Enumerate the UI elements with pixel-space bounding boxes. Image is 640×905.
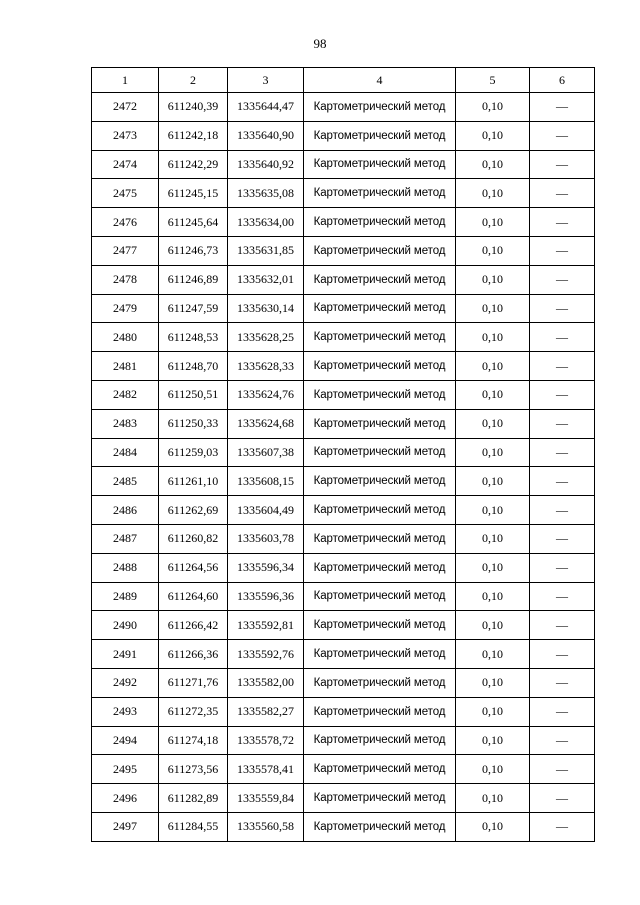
cell-note: —: [530, 726, 595, 755]
cell-method: Картометрический метод: [304, 179, 456, 208]
cell-accuracy: 0,10: [456, 150, 530, 179]
cell-coord-x: 611250,33: [159, 409, 228, 438]
table-row: [92, 697, 595, 726]
cell-method: Картометрический метод: [304, 93, 456, 122]
cell-accuracy: 0,10: [456, 611, 530, 640]
cell-accuracy: 0,10: [456, 93, 530, 122]
cell-accuracy: 0,10: [456, 323, 530, 352]
cell-accuracy: 0,10: [456, 524, 530, 553]
table-row: [92, 812, 595, 841]
cell-point-number: 2478: [92, 265, 159, 294]
cell-accuracy: 0,10: [456, 409, 530, 438]
table-row: [92, 438, 595, 467]
table-row: [92, 208, 595, 237]
cell-point-number: 2472: [92, 93, 159, 122]
cell-coord-x: 611262,69: [159, 496, 228, 525]
cell-note: —: [530, 553, 595, 582]
cell-note: —: [530, 323, 595, 352]
cell-method: Картометрический метод: [304, 611, 456, 640]
cell-note: —: [530, 524, 595, 553]
cell-point-number: 2479: [92, 294, 159, 323]
cell-point-number: 2489: [92, 582, 159, 611]
cell-method: Картометрический метод: [304, 150, 456, 179]
cell-note: —: [530, 179, 595, 208]
cell-coord-x: 611242,18: [159, 121, 228, 150]
cell-point-number: 2492: [92, 668, 159, 697]
cell-method: Картометрический метод: [304, 668, 456, 697]
cell-method: Картометрический метод: [304, 697, 456, 726]
cell-coord-x: 611250,51: [159, 380, 228, 409]
cell-accuracy: 0,10: [456, 726, 530, 755]
cell-accuracy: 0,10: [456, 668, 530, 697]
cell-accuracy: 0,10: [456, 812, 530, 841]
cell-note: —: [530, 755, 595, 784]
cell-point-number: 2475: [92, 179, 159, 208]
cell-method: Картометрический метод: [304, 236, 456, 265]
table-row: [92, 611, 595, 640]
table-row: [92, 726, 595, 755]
cell-accuracy: 0,10: [456, 496, 530, 525]
cell-coord-y: 1335632,01: [228, 265, 304, 294]
cell-point-number: 2487: [92, 524, 159, 553]
cell-coord-y: 1335604,49: [228, 496, 304, 525]
table-body: [92, 93, 595, 842]
cell-coord-x: 611240,39: [159, 93, 228, 122]
cell-coord-x: 611266,36: [159, 640, 228, 669]
cell-note: —: [530, 236, 595, 265]
cell-coord-y: 1335644,47: [228, 93, 304, 122]
table-row: [92, 179, 595, 208]
cell-coord-x: 611272,35: [159, 697, 228, 726]
cell-accuracy: 0,10: [456, 438, 530, 467]
cell-note: —: [530, 467, 595, 496]
cell-method: Картометрический метод: [304, 380, 456, 409]
cell-point-number: 2482: [92, 380, 159, 409]
cell-method: Картометрический метод: [304, 294, 456, 323]
cell-point-number: 2485: [92, 467, 159, 496]
cell-coord-y: 1335596,34: [228, 553, 304, 582]
coordinates-table: [91, 67, 595, 842]
cell-coord-y: 1335578,72: [228, 726, 304, 755]
cell-accuracy: 0,10: [456, 352, 530, 381]
table-row: [92, 640, 595, 669]
cell-method: Картометрический метод: [304, 582, 456, 611]
cell-coord-y: 1335592,81: [228, 611, 304, 640]
cell-point-number: 2493: [92, 697, 159, 726]
column-header-4: 4: [304, 68, 456, 93]
cell-point-number: 2496: [92, 784, 159, 813]
cell-accuracy: 0,10: [456, 640, 530, 669]
cell-note: —: [530, 294, 595, 323]
cell-coord-x: 611246,89: [159, 265, 228, 294]
table-row: [92, 236, 595, 265]
table-row: [92, 784, 595, 813]
cell-point-number: 2484: [92, 438, 159, 467]
cell-coord-x: 611274,18: [159, 726, 228, 755]
cell-coord-x: 611259,03: [159, 438, 228, 467]
cell-coord-x: 611245,15: [159, 179, 228, 208]
cell-point-number: 2481: [92, 352, 159, 381]
cell-note: —: [530, 668, 595, 697]
cell-coord-y: 1335578,41: [228, 755, 304, 784]
cell-coord-y: 1335634,00: [228, 208, 304, 237]
cell-accuracy: 0,10: [456, 467, 530, 496]
table-row: [92, 380, 595, 409]
cell-coord-x: 611245,64: [159, 208, 228, 237]
cell-coord-x: 611273,56: [159, 755, 228, 784]
cell-coord-x: 611264,60: [159, 582, 228, 611]
table-row: [92, 150, 595, 179]
cell-method: Картометрический метод: [304, 323, 456, 352]
cell-point-number: 2490: [92, 611, 159, 640]
cell-method: Картометрический метод: [304, 438, 456, 467]
cell-point-number: 2488: [92, 553, 159, 582]
cell-method: Картометрический метод: [304, 208, 456, 237]
table-row: [92, 294, 595, 323]
column-header-1: 1: [92, 68, 159, 93]
table-row: [92, 524, 595, 553]
cell-note: —: [530, 265, 595, 294]
column-header-5: 5: [456, 68, 530, 93]
cell-accuracy: 0,10: [456, 236, 530, 265]
cell-coord-y: 1335596,36: [228, 582, 304, 611]
cell-note: —: [530, 438, 595, 467]
cell-method: Картометрический метод: [304, 467, 456, 496]
cell-method: Картометрический метод: [304, 496, 456, 525]
cell-coord-y: 1335582,27: [228, 697, 304, 726]
cell-note: —: [530, 409, 595, 438]
cell-coord-y: 1335624,76: [228, 380, 304, 409]
table-row: [92, 755, 595, 784]
header-row: [92, 68, 595, 93]
table-row: [92, 265, 595, 294]
cell-coord-x: 611271,76: [159, 668, 228, 697]
cell-coord-x: 611282,89: [159, 784, 228, 813]
column-header-3: 3: [228, 68, 304, 93]
cell-method: Картометрический метод: [304, 640, 456, 669]
cell-method: Картометрический метод: [304, 121, 456, 150]
cell-point-number: 2477: [92, 236, 159, 265]
cell-note: —: [530, 697, 595, 726]
cell-coord-x: 611242,29: [159, 150, 228, 179]
cell-coord-x: 611260,82: [159, 524, 228, 553]
table-row: [92, 409, 595, 438]
table-row: [92, 553, 595, 582]
cell-point-number: 2483: [92, 409, 159, 438]
cell-method: Картометрический метод: [304, 812, 456, 841]
cell-point-number: 2497: [92, 812, 159, 841]
cell-accuracy: 0,10: [456, 755, 530, 784]
cell-coord-y: 1335559,84: [228, 784, 304, 813]
cell-note: —: [530, 640, 595, 669]
cell-method: Картометрический метод: [304, 409, 456, 438]
cell-coord-y: 1335630,14: [228, 294, 304, 323]
page-number: 98: [313, 36, 327, 51]
cell-coord-x: 611248,70: [159, 352, 228, 381]
table-row: [92, 496, 595, 525]
cell-point-number: 2495: [92, 755, 159, 784]
cell-point-number: 2491: [92, 640, 159, 669]
cell-note: —: [530, 812, 595, 841]
cell-coord-x: 611248,53: [159, 323, 228, 352]
cell-accuracy: 0,10: [456, 553, 530, 582]
cell-method: Картометрический метод: [304, 524, 456, 553]
cell-coord-y: 1335628,33: [228, 352, 304, 381]
cell-point-number: 2480: [92, 323, 159, 352]
cell-coord-y: 1335635,08: [228, 179, 304, 208]
cell-note: —: [530, 380, 595, 409]
cell-coord-y: 1335607,38: [228, 438, 304, 467]
cell-coord-x: 611264,56: [159, 553, 228, 582]
cell-accuracy: 0,10: [456, 784, 530, 813]
cell-note: —: [530, 208, 595, 237]
cell-coord-y: 1335631,85: [228, 236, 304, 265]
cell-note: —: [530, 611, 595, 640]
cell-coord-y: 1335640,90: [228, 121, 304, 150]
cell-method: Картометрический метод: [304, 755, 456, 784]
cell-note: —: [530, 582, 595, 611]
cell-accuracy: 0,10: [456, 294, 530, 323]
table-row: [92, 121, 595, 150]
cell-coord-x: 611247,59: [159, 294, 228, 323]
cell-coord-y: 1335640,92: [228, 150, 304, 179]
cell-point-number: 2494: [92, 726, 159, 755]
cell-coord-x: 611261,10: [159, 467, 228, 496]
cell-accuracy: 0,10: [456, 208, 530, 237]
cell-coord-y: 1335624,68: [228, 409, 304, 438]
cell-coord-y: 1335582,00: [228, 668, 304, 697]
cell-note: —: [530, 121, 595, 150]
cell-method: Картометрический метод: [304, 726, 456, 755]
cell-note: —: [530, 150, 595, 179]
table-row: [92, 582, 595, 611]
cell-method: Картометрический метод: [304, 553, 456, 582]
cell-coord-y: 1335560,58: [228, 812, 304, 841]
cell-accuracy: 0,10: [456, 582, 530, 611]
cell-method: Картометрический метод: [304, 352, 456, 381]
cell-point-number: 2474: [92, 150, 159, 179]
table-row: [92, 467, 595, 496]
cell-coord-y: 1335608,15: [228, 467, 304, 496]
cell-coord-x: 611284,55: [159, 812, 228, 841]
cell-coord-y: 1335628,25: [228, 323, 304, 352]
cell-point-number: 2476: [92, 208, 159, 237]
cell-note: —: [530, 496, 595, 525]
cell-coord-y: 1335603,78: [228, 524, 304, 553]
cell-note: —: [530, 93, 595, 122]
cell-coord-y: 1335592,76: [228, 640, 304, 669]
cell-point-number: 2486: [92, 496, 159, 525]
column-header-6: 6: [530, 68, 595, 93]
table-row: [92, 93, 595, 122]
table-row: [92, 352, 595, 381]
cell-note: —: [530, 784, 595, 813]
cell-accuracy: 0,10: [456, 121, 530, 150]
cell-accuracy: 0,10: [456, 697, 530, 726]
cell-accuracy: 0,10: [456, 265, 530, 294]
table-header: [92, 68, 595, 93]
cell-method: Картометрический метод: [304, 784, 456, 813]
cell-coord-x: 611266,42: [159, 611, 228, 640]
column-header-2: 2: [159, 68, 228, 93]
cell-coord-x: 611246,73: [159, 236, 228, 265]
table-row: [92, 668, 595, 697]
cell-note: —: [530, 352, 595, 381]
cell-method: Картометрический метод: [304, 265, 456, 294]
cell-point-number: 2473: [92, 121, 159, 150]
table-row: [92, 323, 595, 352]
cell-accuracy: 0,10: [456, 380, 530, 409]
cell-accuracy: 0,10: [456, 179, 530, 208]
